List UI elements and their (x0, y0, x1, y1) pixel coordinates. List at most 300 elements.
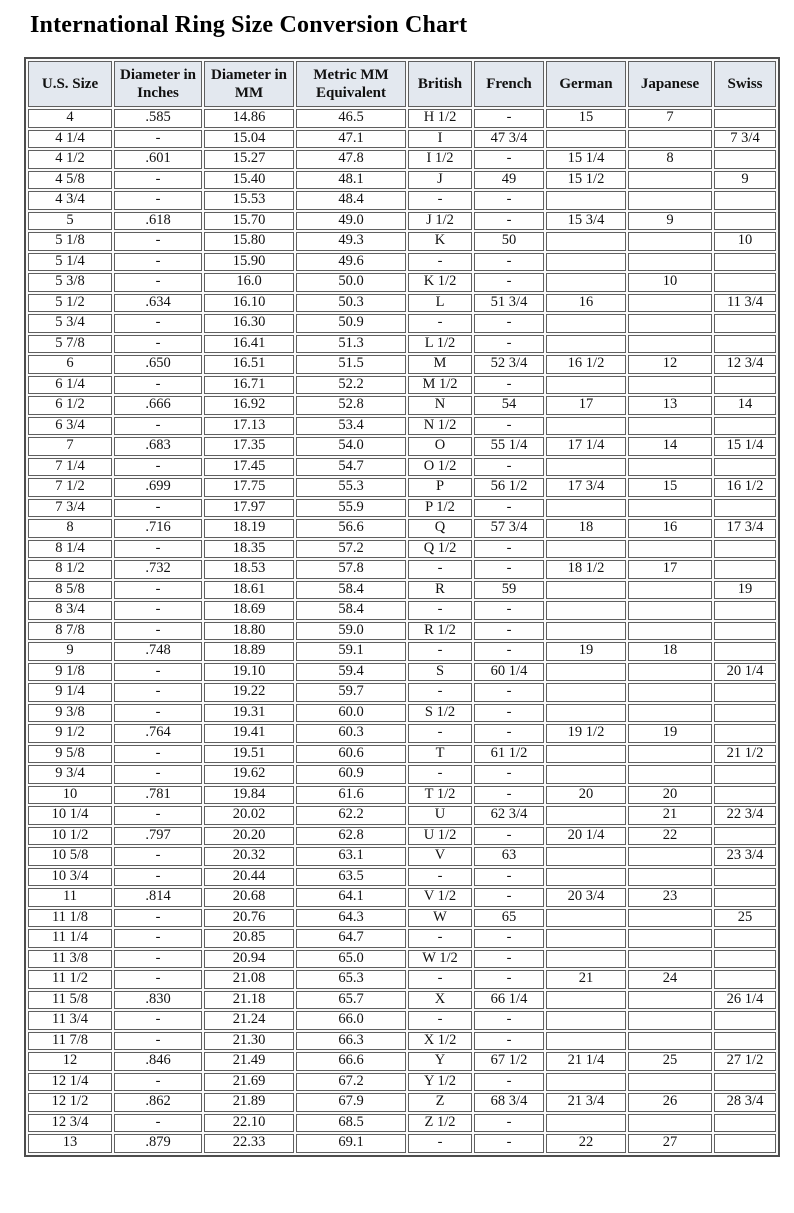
header-row (28, 61, 776, 107)
table-cell (714, 499, 776, 518)
table-cell (546, 581, 626, 600)
table-row (28, 212, 776, 231)
table-cell: 26 (628, 1093, 712, 1112)
table-cell: S 1/2 (408, 704, 472, 723)
table-cell: Y 1/2 (408, 1073, 472, 1092)
table-cell: - (474, 499, 544, 518)
table-cell: - (114, 806, 202, 825)
table-cell: - (474, 314, 544, 333)
table-cell: - (474, 888, 544, 907)
table-cell: I 1/2 (408, 150, 472, 169)
table-cell: - (114, 704, 202, 723)
table-cell: 10 (28, 786, 112, 805)
table-cell: 61 1/2 (474, 745, 544, 764)
table-cell: 25 (714, 909, 776, 928)
column-header: Swiss (714, 61, 776, 107)
table-cell (628, 745, 712, 764)
table-cell (546, 499, 626, 518)
table-cell: 8 1/4 (28, 540, 112, 559)
table-cell: 13 (28, 1134, 112, 1153)
table-cell: 18.19 (204, 519, 294, 538)
table-cell: 10 5/8 (28, 847, 112, 866)
table-cell (714, 950, 776, 969)
table-cell: W (408, 909, 472, 928)
table-cell: 21 (546, 970, 626, 989)
table-cell: 48.4 (296, 191, 406, 210)
table-cell (714, 642, 776, 661)
table-cell (546, 1073, 626, 1092)
table-cell: 5 7/8 (28, 335, 112, 354)
table-cell (714, 929, 776, 948)
table-cell: 15 1/4 (546, 150, 626, 169)
table-cell: - (474, 335, 544, 354)
table-cell: I (408, 130, 472, 149)
table-cell: 60 1/4 (474, 663, 544, 682)
table-cell: 5 1/4 (28, 253, 112, 272)
table-cell: - (408, 724, 472, 743)
table-cell: 18.69 (204, 601, 294, 620)
table-cell: 52.2 (296, 376, 406, 395)
table-cell: 23 (628, 888, 712, 907)
table-cell (628, 335, 712, 354)
table-cell: 8 5/8 (28, 581, 112, 600)
table-cell: 21.30 (204, 1032, 294, 1051)
table-row (28, 622, 776, 641)
table-cell (628, 929, 712, 948)
table-cell: Q (408, 519, 472, 538)
table-cell: - (114, 601, 202, 620)
table-cell: 62 3/4 (474, 806, 544, 825)
table-cell: 19 (546, 642, 626, 661)
table-cell: - (114, 970, 202, 989)
table-cell: - (408, 683, 472, 702)
table-cell: P (408, 478, 472, 497)
table-cell (628, 868, 712, 887)
table-cell (546, 601, 626, 620)
table-cell: 65 (474, 909, 544, 928)
table-cell: Z (408, 1093, 472, 1112)
table-row (28, 478, 776, 497)
table-cell: 60.6 (296, 745, 406, 764)
table-cell: 9 5/8 (28, 745, 112, 764)
table-cell: N (408, 396, 472, 415)
table-row (28, 663, 776, 682)
table-cell (546, 540, 626, 559)
table-cell: 17.97 (204, 499, 294, 518)
table-row (28, 1052, 776, 1071)
table-cell (546, 622, 626, 641)
table-cell: - (474, 765, 544, 784)
table-cell: 67.2 (296, 1073, 406, 1092)
table-cell: - (408, 765, 472, 784)
table-cell (628, 765, 712, 784)
table-cell: 7 (628, 109, 712, 128)
table-cell: - (474, 273, 544, 292)
table-row (28, 847, 776, 866)
table-cell: 11 7/8 (28, 1032, 112, 1051)
table-cell: 11 5/8 (28, 991, 112, 1010)
table-cell: 22 (546, 1134, 626, 1153)
table-cell: X 1/2 (408, 1032, 472, 1051)
table-cell: 49.6 (296, 253, 406, 272)
table-cell: 54 (474, 396, 544, 415)
table-row (28, 601, 776, 620)
table-cell: 49.0 (296, 212, 406, 231)
table-cell: 19 (628, 724, 712, 743)
table-row (28, 396, 776, 415)
table-cell: 20.76 (204, 909, 294, 928)
table-cell: 22.10 (204, 1114, 294, 1133)
table-cell: 16.0 (204, 273, 294, 292)
table-cell: 64.1 (296, 888, 406, 907)
table-cell: 7 1/2 (28, 478, 112, 497)
table-cell (546, 273, 626, 292)
table-row (28, 970, 776, 989)
table-cell: 11 3/8 (28, 950, 112, 969)
table-cell (714, 253, 776, 272)
table-row (28, 745, 776, 764)
table-cell: 51.3 (296, 335, 406, 354)
table-cell: 8 (28, 519, 112, 538)
table-cell: 4 1/4 (28, 130, 112, 149)
table-cell: 58.4 (296, 581, 406, 600)
table-cell: 27 1/2 (714, 1052, 776, 1071)
table-cell: .601 (114, 150, 202, 169)
table-cell: 21 1/2 (714, 745, 776, 764)
column-header: British (408, 61, 472, 107)
table-cell: 9 (714, 171, 776, 190)
table-cell: 15.04 (204, 130, 294, 149)
table-cell (628, 417, 712, 436)
table-row (28, 191, 776, 210)
table-cell: - (114, 683, 202, 702)
table-cell: 18 1/2 (546, 560, 626, 579)
table-cell: R 1/2 (408, 622, 472, 641)
table-cell: .781 (114, 786, 202, 805)
table-cell: - (474, 1073, 544, 1092)
table-cell: - (474, 601, 544, 620)
table-cell (546, 950, 626, 969)
table-cell (714, 868, 776, 887)
table-cell (628, 1114, 712, 1133)
table-cell: - (474, 376, 544, 395)
table-cell (714, 622, 776, 641)
table-row (28, 355, 776, 374)
table-cell: 15 1/4 (714, 437, 776, 456)
table-cell: 4 (28, 109, 112, 128)
table-cell: 9 (28, 642, 112, 661)
table-cell (714, 560, 776, 579)
table-cell: 66.6 (296, 1052, 406, 1071)
table-cell (628, 376, 712, 395)
table-cell: 65.0 (296, 950, 406, 969)
table-cell: - (114, 540, 202, 559)
table-cell (628, 683, 712, 702)
table-cell (546, 314, 626, 333)
table-row (28, 150, 776, 169)
table-cell: 52.8 (296, 396, 406, 415)
table-row (28, 458, 776, 477)
table-cell (714, 1073, 776, 1092)
table-cell: 10 1/2 (28, 827, 112, 846)
table-cell: X (408, 991, 472, 1010)
table-cell (714, 191, 776, 210)
table-cell: 66 1/4 (474, 991, 544, 1010)
table-cell: .683 (114, 437, 202, 456)
table-cell: 15 1/2 (546, 171, 626, 190)
table-cell: - (114, 232, 202, 251)
column-header: German (546, 61, 626, 107)
table-cell: 16 1/2 (714, 478, 776, 497)
table-cell: 16.10 (204, 294, 294, 313)
table-cell: - (474, 1114, 544, 1133)
table-cell (714, 417, 776, 436)
table-cell: 15.40 (204, 171, 294, 190)
table-cell: 16.92 (204, 396, 294, 415)
table-row (28, 1011, 776, 1030)
table-cell (714, 827, 776, 846)
table-header (28, 61, 776, 107)
table-cell: 19.31 (204, 704, 294, 723)
table-cell: 6 1/2 (28, 396, 112, 415)
table-row (28, 642, 776, 661)
table-cell: 7 3/4 (714, 130, 776, 149)
table-row (28, 806, 776, 825)
table-cell: 21.89 (204, 1093, 294, 1112)
table-cell: - (408, 560, 472, 579)
table-cell: 11 1/2 (28, 970, 112, 989)
table-cell: - (474, 1011, 544, 1030)
table-cell (628, 232, 712, 251)
table-cell: 18.89 (204, 642, 294, 661)
column-header: Metric MM Equivalent (296, 61, 406, 107)
table-cell (546, 1032, 626, 1051)
table-cell: - (408, 601, 472, 620)
table-row (28, 827, 776, 846)
table-cell: 11 3/4 (714, 294, 776, 313)
table-cell (628, 294, 712, 313)
table-cell: 4 1/2 (28, 150, 112, 169)
table-row (28, 1032, 776, 1051)
table-cell: - (114, 663, 202, 682)
table-cell: - (474, 950, 544, 969)
table-cell: 5 3/4 (28, 314, 112, 333)
table-cell: - (474, 458, 544, 477)
table-cell: 6 1/4 (28, 376, 112, 395)
table-cell: 14 (714, 396, 776, 415)
table-cell: - (114, 909, 202, 928)
table-cell (628, 1032, 712, 1051)
table-cell: - (114, 765, 202, 784)
table-cell: - (114, 868, 202, 887)
table-cell: 47.8 (296, 150, 406, 169)
table-cell: 19.84 (204, 786, 294, 805)
table-cell: 68 3/4 (474, 1093, 544, 1112)
table-cell: 15.53 (204, 191, 294, 210)
table-cell: 15 (628, 478, 712, 497)
table-cell (628, 909, 712, 928)
table-cell: 9 3/8 (28, 704, 112, 723)
table-cell: 18.80 (204, 622, 294, 641)
table-cell: 21 1/4 (546, 1052, 626, 1071)
table-cell: 6 3/4 (28, 417, 112, 436)
table-cell: 17 (628, 560, 712, 579)
table-cell (714, 601, 776, 620)
table-cell: 17.13 (204, 417, 294, 436)
table-cell: 60.9 (296, 765, 406, 784)
table-cell: - (474, 150, 544, 169)
table-cell (714, 1114, 776, 1133)
table-cell: 17.35 (204, 437, 294, 456)
table-cell: 21.08 (204, 970, 294, 989)
table-cell: P 1/2 (408, 499, 472, 518)
table-row (28, 581, 776, 600)
table-cell: 19 (714, 581, 776, 600)
table-row (28, 171, 776, 190)
table-cell: 60.3 (296, 724, 406, 743)
table-cell: 46.5 (296, 109, 406, 128)
table-cell: - (408, 1134, 472, 1153)
table-cell: - (114, 1073, 202, 1092)
table-cell (714, 1032, 776, 1051)
table-cell (546, 868, 626, 887)
table-cell: 60.0 (296, 704, 406, 723)
table-cell: 59.7 (296, 683, 406, 702)
table-cell: T (408, 745, 472, 764)
table-row (28, 786, 776, 805)
table-cell: 56.6 (296, 519, 406, 538)
table-cell: 61.6 (296, 786, 406, 805)
table-cell: .797 (114, 827, 202, 846)
table-cell (714, 888, 776, 907)
table-cell: - (114, 335, 202, 354)
table-cell: .748 (114, 642, 202, 661)
table-cell (714, 970, 776, 989)
table-cell: 20.44 (204, 868, 294, 887)
table-cell (714, 704, 776, 723)
table-cell: 16.51 (204, 355, 294, 374)
table-cell: M 1/2 (408, 376, 472, 395)
table-cell: 23 3/4 (714, 847, 776, 866)
table-cell: 51 3/4 (474, 294, 544, 313)
table-cell: 4 3/4 (28, 191, 112, 210)
table-cell: - (114, 622, 202, 641)
table-cell (546, 458, 626, 477)
table-cell: 59.0 (296, 622, 406, 641)
table-cell: N 1/2 (408, 417, 472, 436)
table-cell: 20.68 (204, 888, 294, 907)
table-cell (546, 191, 626, 210)
table-cell: 15.70 (204, 212, 294, 231)
table-cell: 5 1/8 (28, 232, 112, 251)
table-cell (714, 109, 776, 128)
table-cell: .830 (114, 991, 202, 1010)
table-cell: 18 (628, 642, 712, 661)
table-row (28, 519, 776, 538)
table-cell (546, 1011, 626, 1030)
table-cell (628, 458, 712, 477)
table-row (28, 683, 776, 702)
table-cell (546, 1114, 626, 1133)
table-cell (546, 806, 626, 825)
table-cell: 22.33 (204, 1134, 294, 1153)
table-cell (628, 1073, 712, 1092)
table-cell: - (114, 376, 202, 395)
table-cell: - (114, 130, 202, 149)
table-cell (628, 601, 712, 620)
table-cell: 9 3/4 (28, 765, 112, 784)
table-cell: 15 3/4 (546, 212, 626, 231)
table-cell: 6 (28, 355, 112, 374)
table-cell: 19.10 (204, 663, 294, 682)
table-cell: Y (408, 1052, 472, 1071)
table-cell (628, 1011, 712, 1030)
table-cell: - (474, 417, 544, 436)
table-cell: 14 (628, 437, 712, 456)
table-cell (546, 745, 626, 764)
table-cell (628, 581, 712, 600)
table-cell (714, 273, 776, 292)
table-cell: - (114, 458, 202, 477)
table-cell (628, 540, 712, 559)
table-cell: - (114, 253, 202, 272)
table-cell: U 1/2 (408, 827, 472, 846)
table-cell: - (408, 642, 472, 661)
table-cell: 19 1/2 (546, 724, 626, 743)
table-cell (714, 683, 776, 702)
table-cell: 57 3/4 (474, 519, 544, 538)
table-cell: O 1/2 (408, 458, 472, 477)
table-cell: 55.9 (296, 499, 406, 518)
table-cell: - (474, 786, 544, 805)
table-cell: .732 (114, 560, 202, 579)
table-cell: .846 (114, 1052, 202, 1071)
table-cell (546, 683, 626, 702)
table-cell: R (408, 581, 472, 600)
table-row (28, 109, 776, 128)
table-cell: - (474, 622, 544, 641)
table-cell: - (474, 704, 544, 723)
table-cell: 63.1 (296, 847, 406, 866)
table-cell (714, 1134, 776, 1153)
table-cell: - (474, 109, 544, 128)
table-cell: 11 1/4 (28, 929, 112, 948)
table-cell (546, 232, 626, 251)
table-cell (628, 314, 712, 333)
table-cell: 10 3/4 (28, 868, 112, 887)
table-row (28, 765, 776, 784)
table-cell: - (474, 929, 544, 948)
table-cell: 67.9 (296, 1093, 406, 1112)
table-cell: 58.4 (296, 601, 406, 620)
table-cell: 16 (546, 294, 626, 313)
table-cell: 17.45 (204, 458, 294, 477)
table-cell (714, 335, 776, 354)
table-cell (714, 724, 776, 743)
table-cell: 20.20 (204, 827, 294, 846)
table-cell: - (408, 314, 472, 333)
table-cell: - (474, 827, 544, 846)
table-cell: 18.53 (204, 560, 294, 579)
table-cell: 18 (546, 519, 626, 538)
table-cell: 53.4 (296, 417, 406, 436)
table-body (28, 109, 776, 1153)
table-cell: - (114, 417, 202, 436)
table-cell: Z 1/2 (408, 1114, 472, 1133)
table-cell: 50.0 (296, 273, 406, 292)
table-cell: 13 (628, 396, 712, 415)
table-cell: 12 3/4 (28, 1114, 112, 1133)
